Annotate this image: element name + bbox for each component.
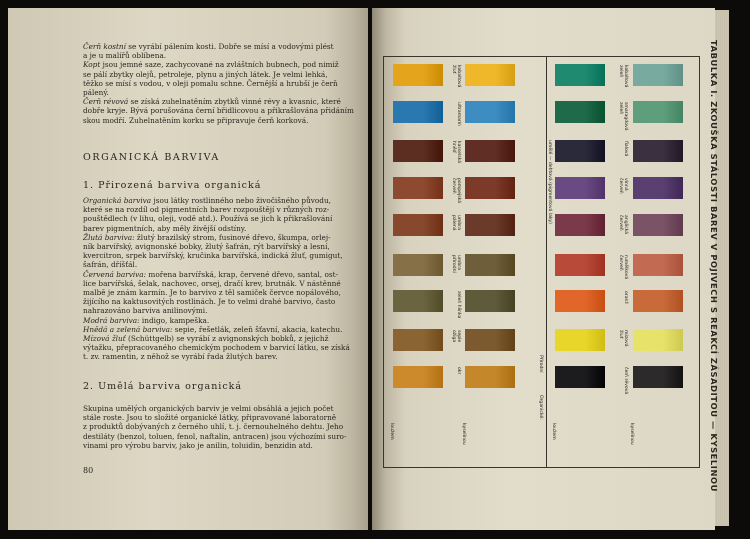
paragraph-natural-dyes xyxy=(83,196,358,362)
row-label-right: vinná červeň xyxy=(618,178,628,194)
natural-dyes-line: nahrazováno barviva anilinovými. xyxy=(83,306,208,316)
swatch-left-acid xyxy=(465,64,515,86)
natural-dyes-line: lice barvířská, šelak, nachovec, orsej, dračí krev, brutnák. V nástěnné xyxy=(83,278,341,288)
swatch-left-lye xyxy=(393,140,443,162)
swatch-right-lye xyxy=(555,140,605,162)
row-label-right: rumělková červeň xyxy=(618,255,628,280)
black-pigments-line: Čerň kostní se vyrábí pálením kosti. Dobře se mísí a vodovými plést xyxy=(83,42,334,51)
swatch-right-lye xyxy=(555,254,605,276)
row-label-right: mízová žluť xyxy=(618,330,628,347)
swatch-right-acid xyxy=(633,329,683,351)
swatch-right-acid xyxy=(633,290,683,312)
natural-dyes-line: výtažku, přepracovaného chemickým pochodem v barvicí látku, se získá xyxy=(83,343,350,353)
paragraph-artificial-dyes xyxy=(83,404,358,450)
natural-dyes-line: barev pigmentních, aby měly živější odstíny. xyxy=(83,223,247,233)
row-label-left: zeleň hlinka xyxy=(456,291,461,319)
row-label-left: pompejská červeň xyxy=(451,178,461,204)
artificial-dyes-line: stále roste. Jsou to složité organické látky, připravované laboratorně xyxy=(83,413,337,423)
black-pigments-line: těžko se mísí s vodou, v oleji pomalu schne. Černější a hrubší je čerň xyxy=(83,78,338,88)
swatch-right-lye xyxy=(555,177,605,199)
artificial-dyes-line: Skupina umělých organických barviv je velmi obsáhlá a jejich počet xyxy=(83,404,334,413)
swatch-left-lye xyxy=(393,64,443,86)
black-pigments-line: Čerň révová se získá zuhelnatěním zbytků vinné révy a kvasnic, které xyxy=(83,97,341,107)
row-label-left: umbra přírodní xyxy=(451,255,461,273)
section-label-organic-note: umělé — dehtová (pigmentová laky) xyxy=(547,140,552,224)
natural-dyes-line: Mízová žluť (Schüttgelb) se vyrábí z avignonských bobků, z jejichž xyxy=(83,334,329,344)
artificial-dyes-line: vinami pro výrobu barviv, jako je anilin, toluidin, benzidin atd. xyxy=(83,440,313,450)
natural-dyes-line: pouštědlech (v lihu, oleji, vodě atd.). Používá se jich k přikrašlování xyxy=(83,214,333,224)
swatch-right-lye xyxy=(555,64,605,86)
subheading-artificial-dyes: 2. Umělá barviva organická xyxy=(83,381,243,392)
swatch-left-acid xyxy=(465,214,515,236)
swatch-left-lye xyxy=(393,101,443,123)
swatch-left-acid xyxy=(465,329,515,351)
natural-dyes-line: žijícího na kaktusovitých rostlinách. Je to velmi drahé barvivo, často xyxy=(83,297,336,307)
row-label-left: kasselská hněď xyxy=(451,141,461,164)
natural-dyes-line: kvercitron, srpek barvířský, kručinka barvířská, indická žluť, gumigut, xyxy=(83,251,343,261)
swatch-left-lye xyxy=(393,254,443,276)
swatch-right-acid xyxy=(633,366,683,388)
swatch-right-acid xyxy=(633,254,683,276)
row-label-right: oranž xyxy=(623,291,628,304)
page-number: 80 xyxy=(83,466,94,475)
column-label-right-b: kyselinou xyxy=(629,423,634,445)
swatch-right-lye xyxy=(555,366,605,388)
row-label-right: fialová xyxy=(623,141,628,157)
swatch-left-acid xyxy=(465,290,515,312)
row-label-left: ultramarín xyxy=(456,102,461,127)
section-label-inorganic: Přírodní xyxy=(538,355,543,373)
swatch-right-lye xyxy=(555,290,605,312)
black-pigments-line: se pálí zbytky olejů, petroleje, plynu a jiných látek. Je velmi lehká, xyxy=(83,69,328,79)
swatch-right-acid xyxy=(633,101,683,123)
natural-dyes-line: Hnědá a zelená barviva: sepie, řešetlák, zeleň šťavní, akacia, katechu. xyxy=(83,324,343,334)
row-label-right: smaragdová zeleň xyxy=(618,102,628,131)
column-label-left-a: loužem xyxy=(389,423,394,440)
natural-dyes-line: t. zv. ramentin, z něhož se vyrábí řada žlutých barev. xyxy=(83,352,278,362)
swatch-right-acid xyxy=(633,140,683,162)
row-label-right: kobaltová zeleň xyxy=(618,65,628,88)
natural-dyes-line: šafrán, dříšťál. xyxy=(83,260,138,270)
swatch-left-acid xyxy=(465,140,515,162)
swatch-right-acid xyxy=(633,64,683,86)
row-label-left: kobaltová žluť xyxy=(451,65,461,88)
natural-dyes-line: Modrá barviva: indigo, kampeška. xyxy=(83,315,210,325)
natural-dyes-line: Organická barviva jsou látky rostlinného nebo živočišného původu, xyxy=(83,196,331,205)
swatch-right-lye xyxy=(555,329,605,351)
swatch-right-acid xyxy=(633,177,683,199)
natural-dyes-line: Žlutá barviva: žlutý brazilský strom, fusinové dřevo, škumpa, orlej- xyxy=(83,232,331,242)
swatch-left-acid xyxy=(465,101,515,123)
swatch-right-lye xyxy=(555,214,605,236)
section-heading-organic: ORGANICKÁ BARVIVA xyxy=(83,152,220,163)
row-label-right: anglická červeň xyxy=(618,215,628,235)
swatch-left-lye xyxy=(393,290,443,312)
artificial-dyes-line: z produktů dobývaných z černého uhlí, t. j. černouhelného dehtu. Jeho xyxy=(83,422,344,432)
swatch-left-acid xyxy=(465,254,515,276)
paragraph-black-pigments xyxy=(83,42,358,125)
column-label-left-b: kyselinou xyxy=(461,423,466,445)
swatch-left-lye xyxy=(393,366,443,388)
row-label-left: okr xyxy=(456,367,461,375)
swatch-left-acid xyxy=(465,366,515,388)
section-label-organic: Organické: xyxy=(538,395,543,420)
swatch-right-acid xyxy=(633,214,683,236)
swatch-left-lye xyxy=(393,329,443,351)
black-pigments-line: Kopt jsou jemné saze, zachycované na zvláštních bubnech, pod nimiž xyxy=(83,60,339,70)
swatch-right-lye xyxy=(555,101,605,123)
swatch-left-lye xyxy=(393,177,443,199)
natural-dyes-line: Červená barviva: mořena barvířská, krap, červené dřevo, santal, ost- xyxy=(83,269,338,279)
row-label-left: sepie ožiga xyxy=(451,330,461,343)
natural-dyes-line: které se na rozdíl od pigmentních barev rozpouštějí v různých roz- xyxy=(83,205,330,215)
artificial-dyes-line: destiláty (benzol, toluen, fenol, naftalin, antracen) jsou výchozími suro- xyxy=(83,431,347,441)
swatch-left-lye xyxy=(393,214,443,236)
column-label-right-a: loužem xyxy=(551,423,556,440)
row-label-left: umbra pálená xyxy=(451,215,461,231)
natural-dyes-line: malbě je znám karmín. Je to barvivo z těl samiček červce nopálového, xyxy=(83,288,341,298)
black-pigments-line: a je u malířů oblíbena. xyxy=(83,51,167,61)
swatch-left-acid xyxy=(465,177,515,199)
black-pigments-line: pálený. xyxy=(83,88,109,98)
table-title: TABULKA I. ZKOUŠKA STÁLOSTI BAREV V POJIVECH S REAKCÍ ZÁSADITOU — KYSELINOU xyxy=(709,40,719,493)
natural-dyes-line: ník barvířský, avignonské bobky, žlutý šafrán, rýt barvířský a lesní, xyxy=(83,242,330,252)
subheading-natural-dyes: 1. Přirozená barviva organická xyxy=(83,180,262,191)
row-label-right: čerň révová xyxy=(623,367,628,395)
black-pigments-line: dobře kryje. Bývá porušována černí břidlicovou a přikrašlována přidáním xyxy=(83,106,354,116)
black-pigments-line: skou modří. Zuhelnatěním korku se připravuje čerň korková. xyxy=(83,115,309,125)
table-divider-center xyxy=(546,56,547,468)
